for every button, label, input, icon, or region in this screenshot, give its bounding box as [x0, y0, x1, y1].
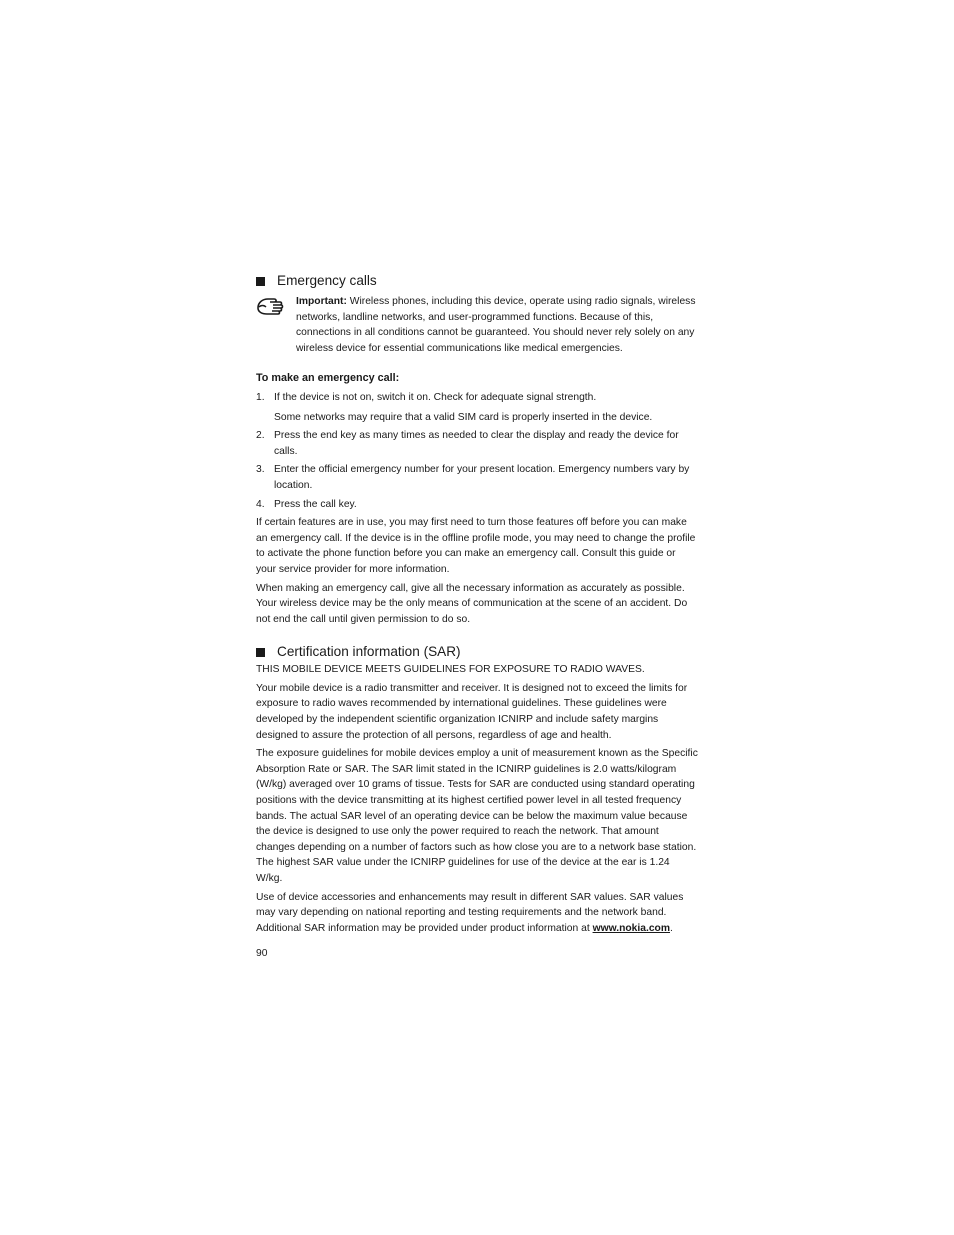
square-bullet-icon: [256, 648, 265, 657]
step-number: 4.: [256, 498, 265, 510]
paragraph: If certain features are in use, you may first need to turn those features off before you can make an emergency call. If the device is in the offline profile mode, you may need to change the profile to activate the phone function before you can make an emergency call. Consult this guide or your service provider for more information.: [256, 517, 696, 575]
list-item: [256, 497, 698, 513]
paragraph: The exposure guidelines for mobile devices employ a unit of measurement known as the Specific Absorption Rate or SAR. The SAR limit stated in the ICNIRP guidelines is 2.0 watts/kilogram (W/kg) averaged over 10 grams of tissue. Tests for SAR are conducted using standard operating positions with the device transmitting at its highest certified power level in all tested frequency bands. The actual SAR level of an operating device can be below the maximum value because the device is designed to use only the power required to reach the network. That amount changes depending on a number of factors such as how close you are to a network base station. The highest SAR value under the ICNIRP guidelines for use of the device at the ear is 1.24 W/kg.: [256, 748, 698, 884]
hand-pointing-icon: [256, 294, 296, 356]
important-text: [296, 294, 698, 356]
step-text: Press the call key.: [274, 498, 357, 510]
paragraph: When making an emergency call, give all the necessary information as accurately as possible. Your wireless device may be the only means of communication at the scene of an accident. Do not end the call until given permission to do so.: [256, 582, 688, 625]
section-heading-sar: [256, 643, 698, 661]
page-number: 90: [256, 948, 268, 960]
important-notice: [256, 294, 698, 356]
important-body: Wireless phones, including this device, operate using radio signals, wireless networks, landline networks, and user-programmed functions. Because of this, connections in all conditions cannot be guaranteed. You should never rely solely on any wireless device for essential communications like medical emergencies.: [296, 296, 696, 354]
paragraph-text: Use of device accessories and enhancements may result in different SAR values. SAR values may vary depending on national reporting and testing requirements and the network band. Additional SAR information may be provided under product information at: [256, 891, 684, 934]
section-title: Certification information (SAR): [277, 644, 461, 660]
nokia-link[interactable]: www.nokia.com: [592, 922, 670, 934]
paragraph: [256, 890, 698, 937]
caps-statement: THIS MOBILE DEVICE MEETS GUIDELINES FOR EXPOSURE TO RADIO WAVES.: [256, 664, 645, 676]
page-content: [256, 272, 698, 962]
list-item: [256, 428, 698, 459]
step-text: Enter the official emergency number for your present location. Emergency numbers vary by location.: [274, 464, 690, 491]
section-title: Emergency calls: [277, 273, 377, 288]
step-number: 3.: [256, 464, 265, 476]
list-item: [256, 462, 698, 493]
important-label: Important:: [296, 296, 347, 307]
step-number: 1.: [256, 391, 265, 403]
section-heading-emergency-calls: [256, 272, 698, 290]
list-item: [256, 390, 698, 406]
square-bullet-icon: [256, 277, 265, 286]
paragraph: Your mobile device is a radio transmitter and receiver. It is designed not to exceed the limits for exposure to radio waves recommended by international guidelines. These guidelines were developed by the independent scientific organization ICNIRP and include safety margins designed to assure the protection of all persons, regardless of age and health.: [256, 682, 688, 741]
step-text: If the device is not on, switch it on. Check for adequate signal strength.: [274, 391, 597, 403]
step-note: Some networks may require that a valid SIM card is properly inserted in the device.: [274, 411, 653, 423]
step-number: 2.: [256, 430, 265, 442]
subheading-make-call: To make an emergency call:: [256, 372, 400, 385]
step-text: Press the end key as many times as needed to clear the display and ready the device for calls.: [274, 430, 679, 457]
paragraph-end: .: [670, 922, 673, 934]
